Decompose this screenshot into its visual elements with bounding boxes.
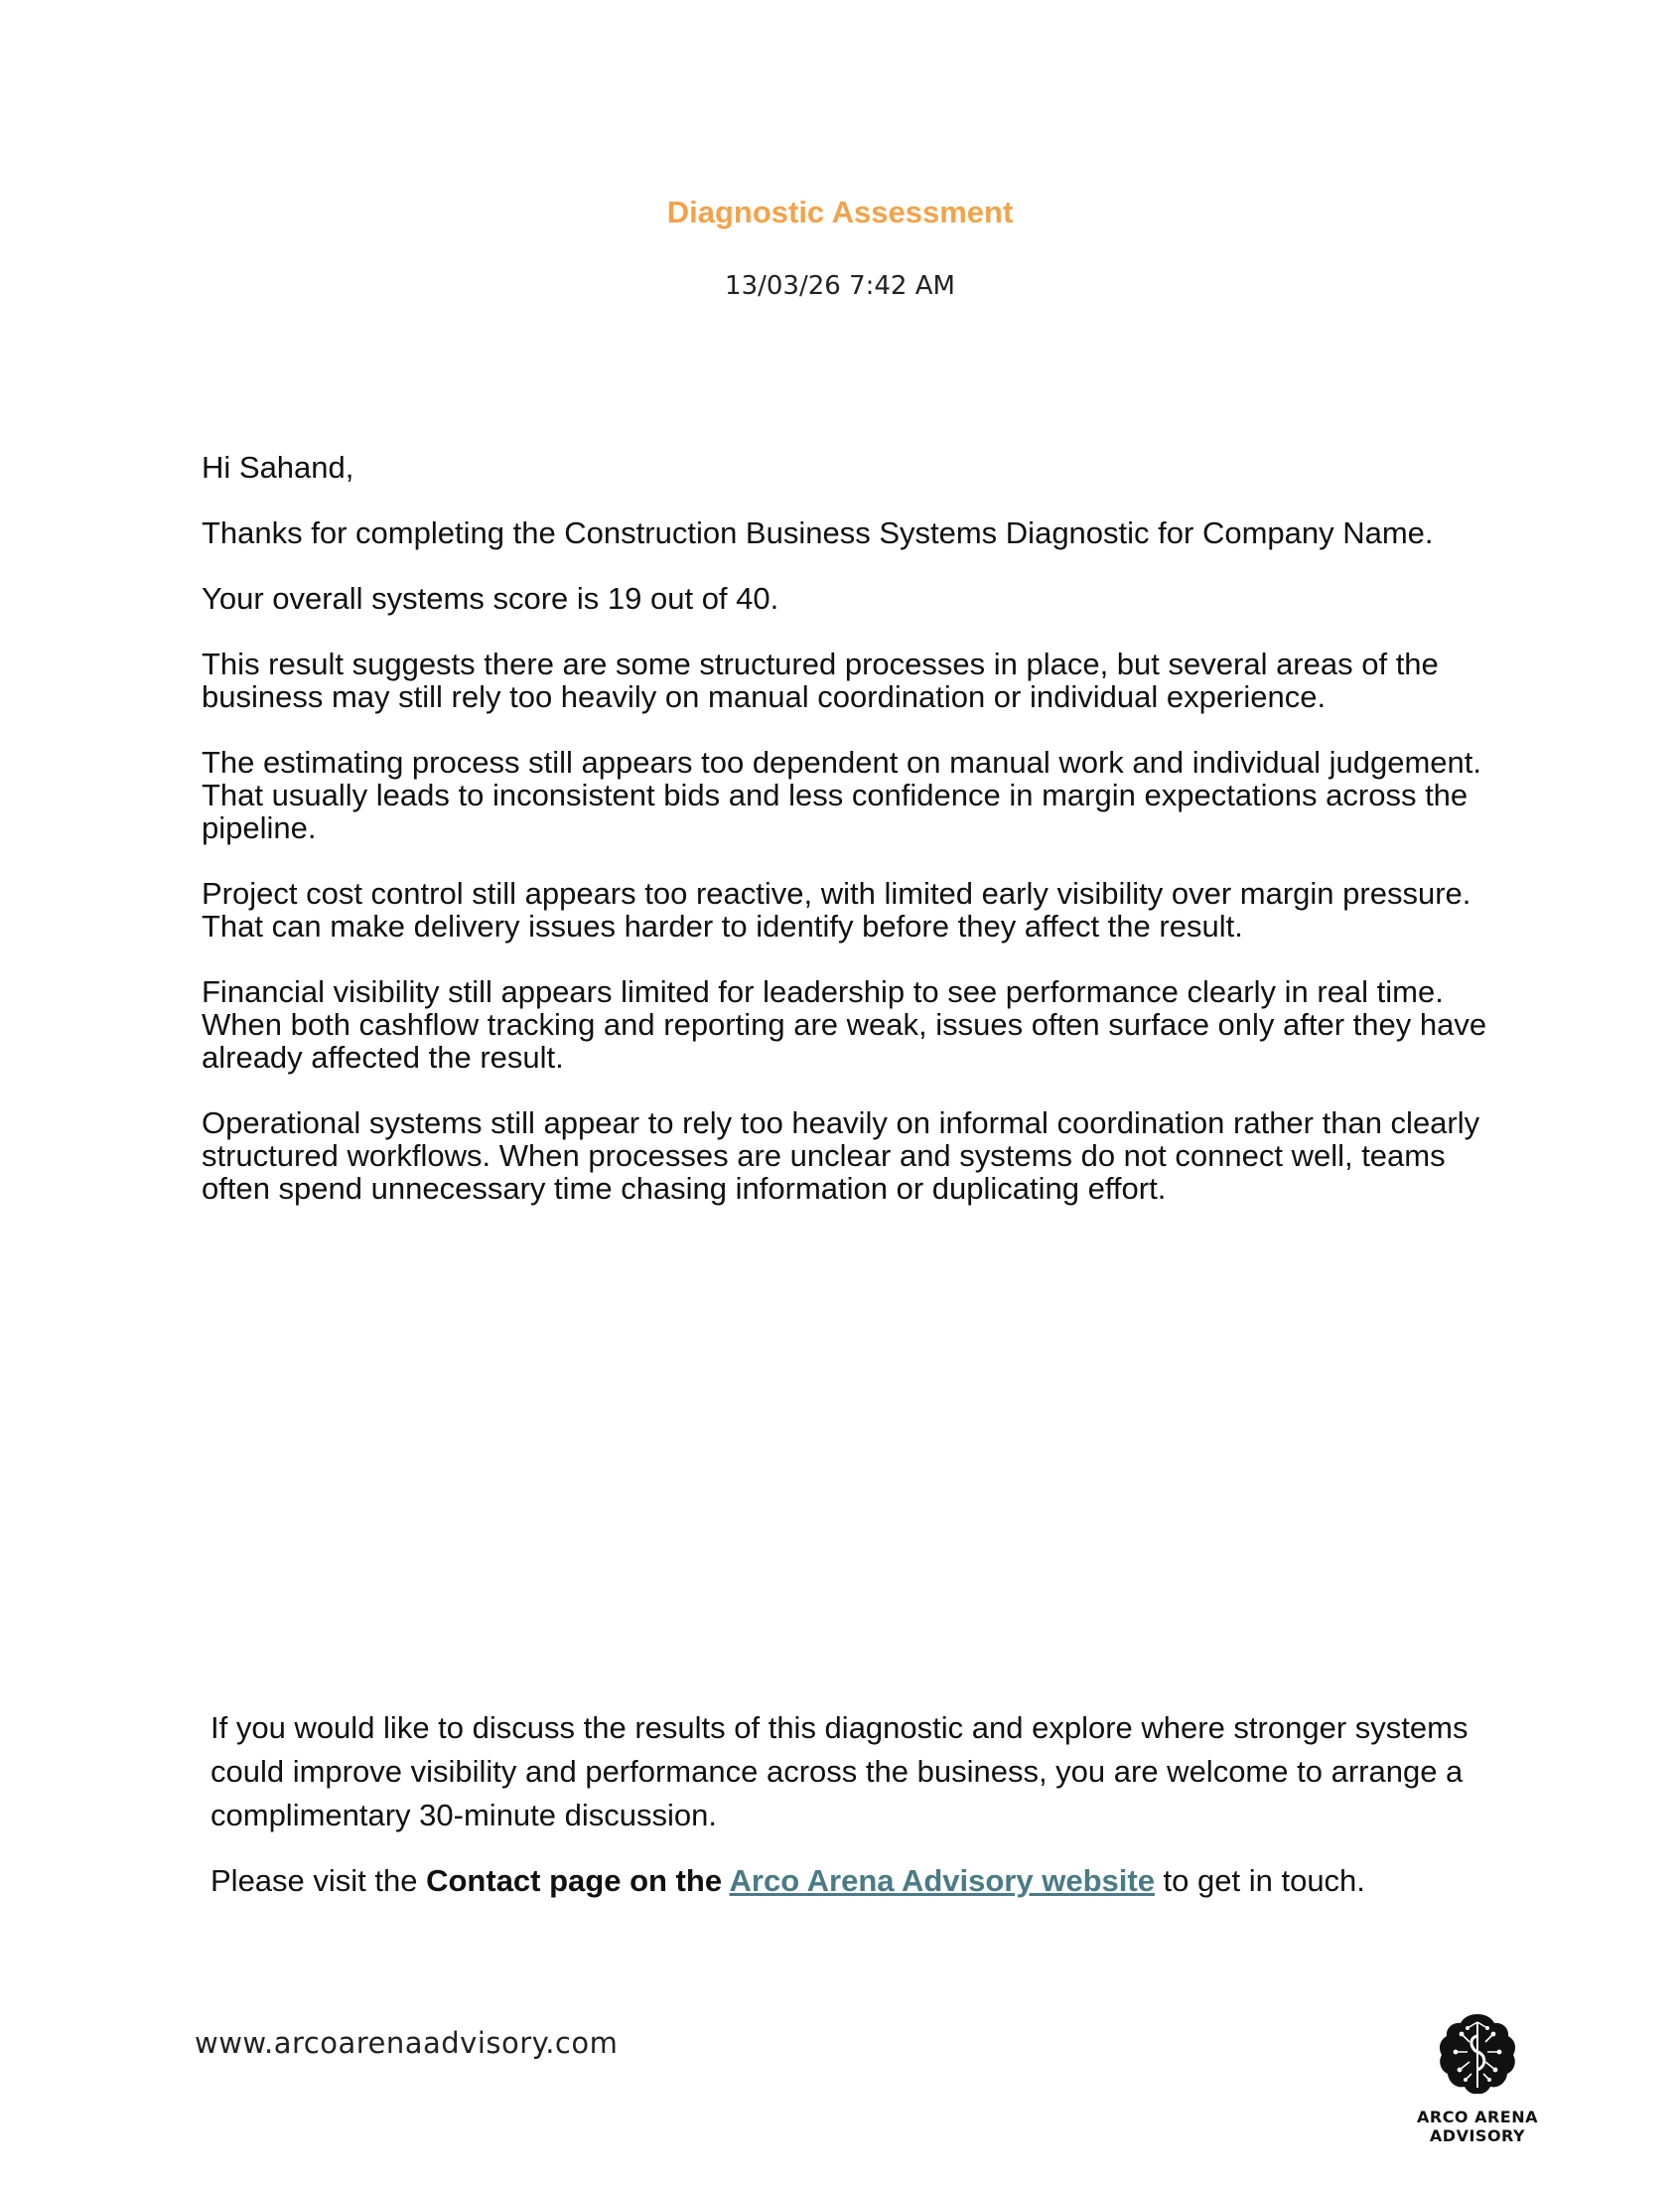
body-paragraph: Operational systems still appear to rely too heavily on informal coordination rather than clearly structured workflows. When processes are unclear and systems do not connect well, teams often spend unnecessary time chasing information or duplicating effort.	[202, 1105, 1480, 1206]
body-paragraph: Financial visibility still appears limited for leadership to see performance clearly in real time. When both cashflow tracking and reporting are weak, issues often surface only after they have already affected the result.	[202, 974, 1487, 1075]
letter-body	[202, 451, 1522, 1238]
document-title: Diagnostic Assessment	[666, 195, 1014, 229]
logo-text: ARCO ARENA ADVISORY	[1416, 2108, 1539, 2145]
website-link[interactable]: Arco Arena Advisory website	[729, 1863, 1155, 1898]
call-to-action	[210, 1706, 1501, 1925]
cta-visit-suffix: to get in touch.	[1154, 1863, 1365, 1898]
body-paragraph: Project cost control still appears too reactive, with limited early visibility over margin pressure. That can make delivery issues harder to identify before they affect the result.	[202, 876, 1471, 944]
cta-visit-prefix: Please visit the	[210, 1863, 427, 1898]
company-logo	[1378, 2008, 1577, 2157]
cta-paragraph: If you would like to discuss the results of this diagnostic and explore where stronger systems could improve visibility and performance across the business, you are welcome to arrange a complimentary 30-minute discussion.	[210, 1710, 1469, 1832]
cta-visit-bold: Contact page on the	[426, 1863, 730, 1898]
body-paragraph: Thanks for completing the Construction Business Systems Diagnostic for Company Name.	[202, 515, 1434, 550]
footer-url: www.arcoarenaadvisory.com	[195, 2026, 619, 2060]
body-paragraph: The estimating process still appears too dependent on manual work and individual judgement. That usually leads to inconsistent bids and less confidence in margin expectations across the pipeline.	[202, 745, 1481, 845]
body-paragraph: Your overall systems score is 19 out of 40.	[202, 581, 779, 616]
body-paragraph: This result suggests there are some structured processes in place, but several areas of the business may still rely too heavily on manual coordination or individual experience.	[202, 647, 1439, 714]
cta-visit-line	[210, 1859, 1501, 1903]
greeting: Hi Sahand,	[202, 450, 354, 485]
brain-circuit-icon	[1432, 2008, 1523, 2100]
document-datetime: 13/03/26 7:42 AM	[725, 271, 955, 301]
